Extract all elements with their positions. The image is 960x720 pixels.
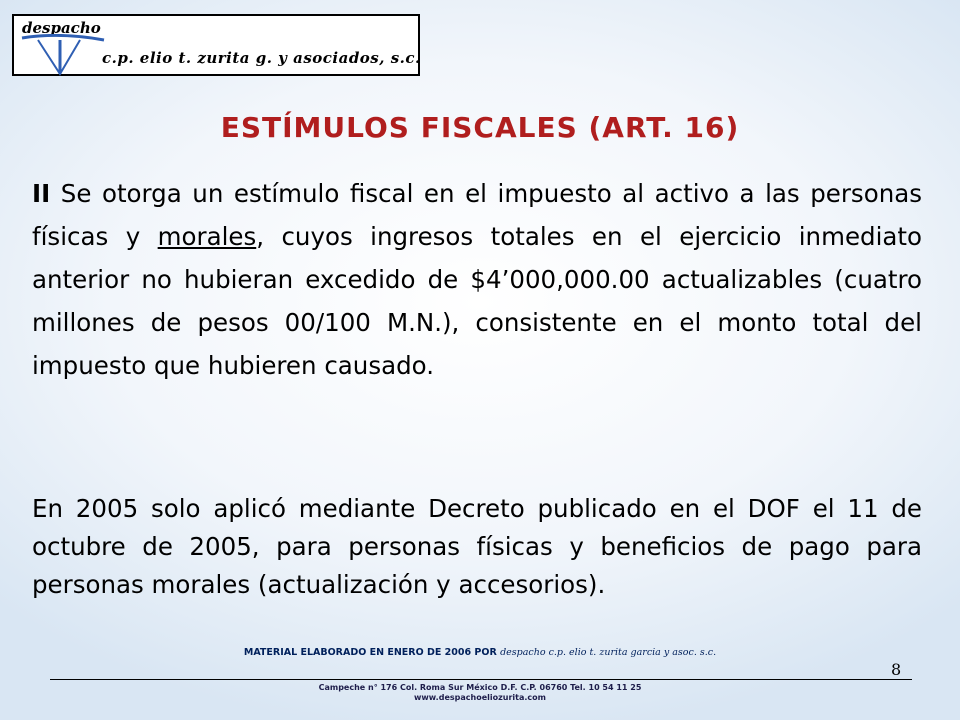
footer-divider [50,679,912,680]
logo-emblem-icon [20,34,106,76]
paragraph-2005-note: En 2005 solo aplicó mediante Decreto publicado en el DOF el 11 de octubre de 2005, para personas físicas y beneficios de pago para personas morales (actualización y accesorios). [32,494,922,599]
footer-address [0,683,960,703]
page-number: 8 [891,660,902,679]
company-logo [12,14,420,76]
paragraph-text-a: Se otorga un estímulo fiscal en el impuesto al activo a las personas físicas y [32,179,922,251]
paragraph-text-b: , cuyos ingresos totales en el ejercicio inmediato anterior no hubieran excedido de $4’000,000.00 actualizables (cuatro millones de pesos 00/100 M.N.), consistente en el monto total del impuesto que hubieren causado. [32,222,922,380]
logo-firm-name: c.p. elio t. zurita g. y asociados, s.c. [102,49,421,67]
underlined-word: morales [157,222,257,251]
slide-title: ESTÍMULOS FISCALES (ART. 16) [220,111,740,144]
website-link: www.despachoeliozurita.com [414,693,546,702]
footer-credit-prefix: MATERIAL ELABORADO EN ENERO DE 2006 POR [243,647,501,658]
logo-top-text: despacho [22,19,101,37]
footer-credit [0,647,960,658]
footer-credit-firm: despacho c.p. elio t. zurita garcia y asoc. s.c. [500,647,717,658]
roman-numeral: II [32,179,51,208]
paragraph-section-ii [32,172,922,387]
address-line: Campeche n° 176 Col. Roma Sur México D.F. C.P. 06760 Tel. 10 54 11 25 [318,683,642,692]
